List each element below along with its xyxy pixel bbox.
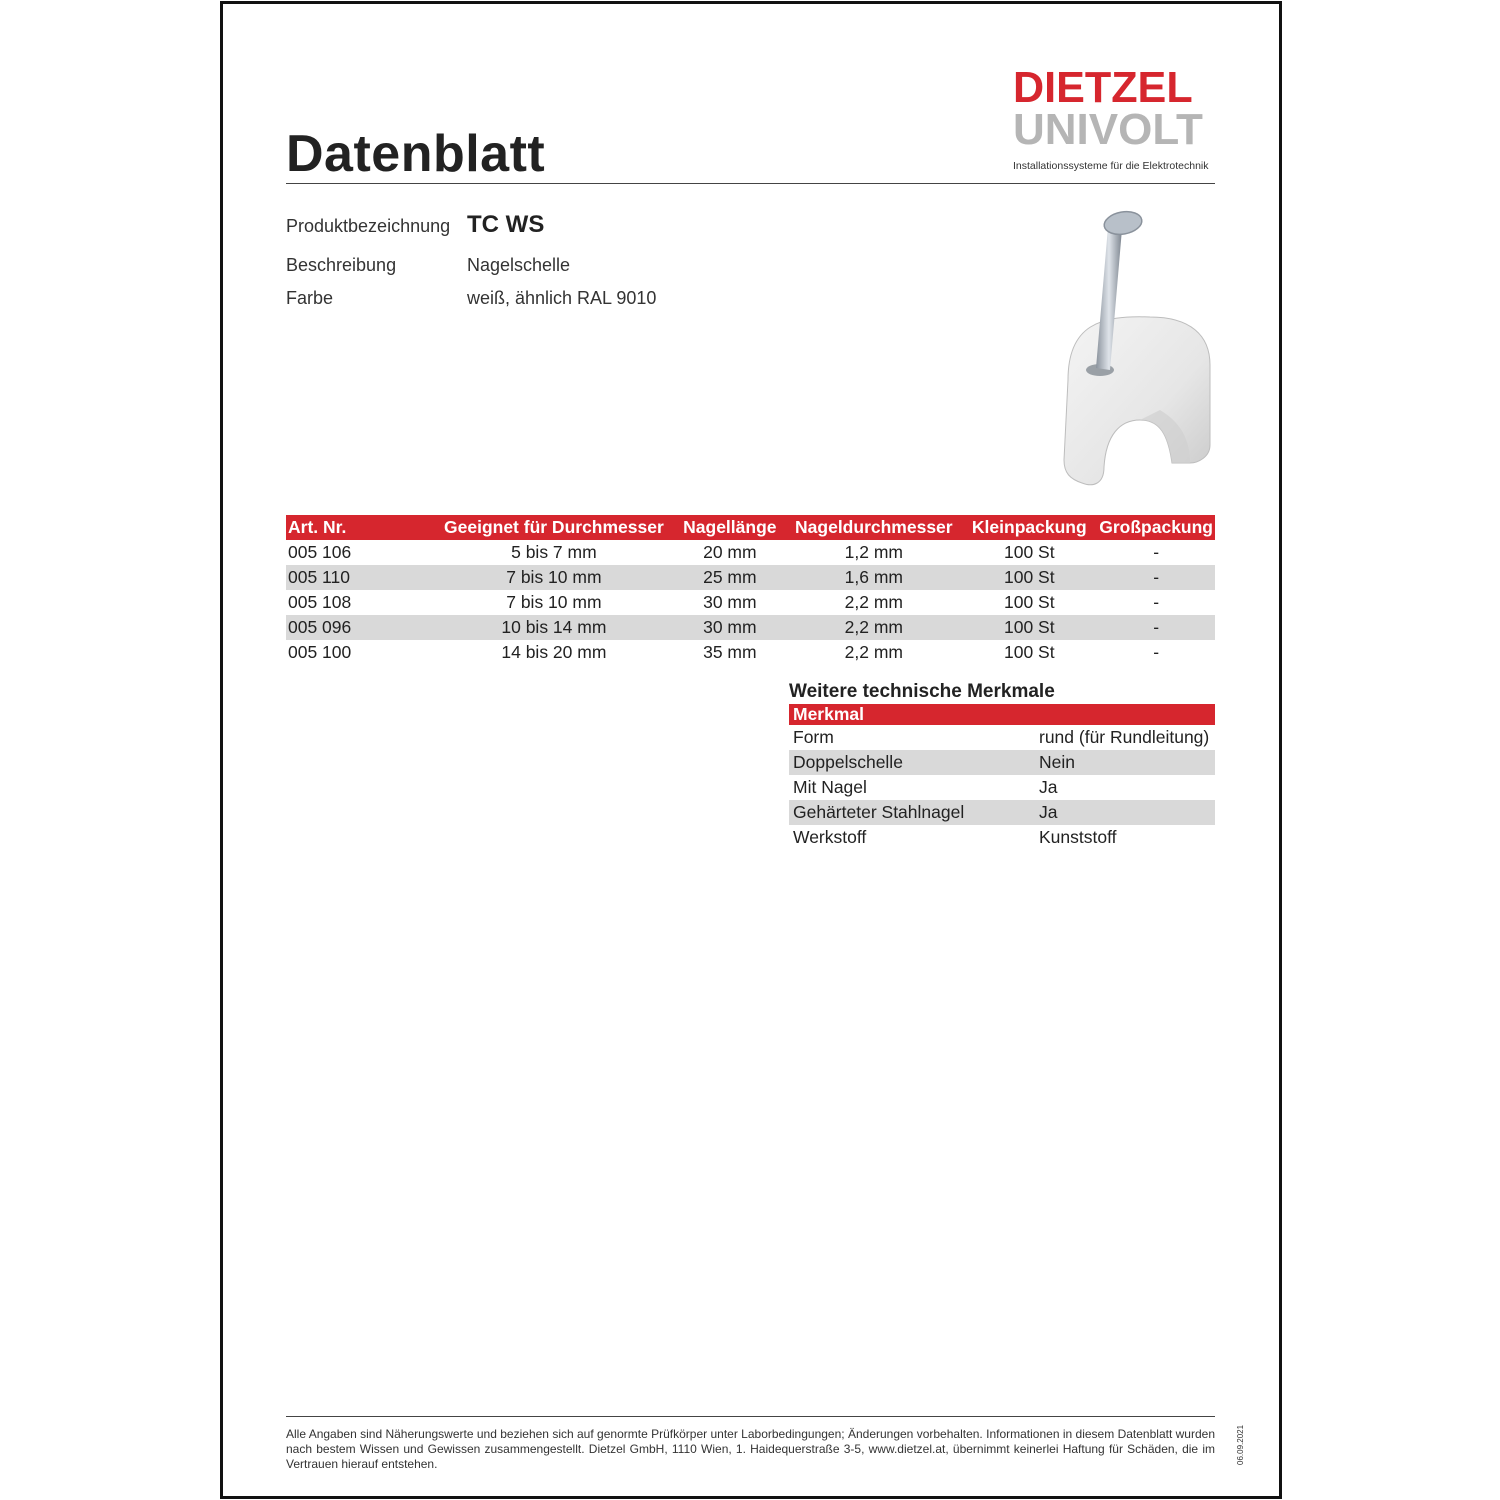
table-row [286, 590, 1215, 615]
col-diameter: Geeignet für Durchmesser [434, 515, 673, 540]
features-table [789, 704, 1215, 850]
col-small-pack: Kleinpackung [961, 515, 1097, 540]
document-date: 06.09.2021 [1236, 1424, 1245, 1465]
table-cell: 005 108 [288, 592, 352, 612]
table-cell: 100 St [1003, 592, 1055, 612]
feature-name: Mit Nagel [793, 777, 867, 797]
feature-value: Kunststoff [1039, 827, 1117, 847]
feature-name: Werkstoff [793, 827, 867, 847]
table-cell: 005 110 [286, 565, 434, 590]
table-row [286, 540, 1215, 565]
table-cell: 005 100 [288, 642, 352, 662]
table-cell: 005 106 [288, 542, 352, 562]
company-logo [1013, 63, 1216, 172]
description-value: Nagelschelle [467, 255, 571, 275]
table-cell: 100 St [961, 565, 1097, 590]
table-row [789, 750, 1215, 775]
feature-name: Form [793, 727, 834, 747]
table-cell: - [1153, 542, 1160, 562]
table-cell: 25 mm [673, 565, 786, 590]
table-cell: - [1097, 565, 1215, 590]
table-row [789, 725, 1215, 750]
table-row [286, 615, 1215, 640]
table-cell: 10 bis 14 mm [434, 615, 673, 640]
col-large-pack: Großpackung [1097, 515, 1215, 540]
table-cell: - [1153, 642, 1160, 662]
table-cell: 20 mm [703, 542, 757, 562]
table-cell: 100 St [1003, 642, 1055, 662]
logo-line1: DIETZEL [1013, 63, 1193, 112]
features-title: Weitere technische Merkmale [789, 681, 1055, 702]
color-value: weiß, ähnlich RAL 9010 [467, 288, 657, 308]
table-row [286, 565, 1215, 590]
logo-line2: UNIVOLT [1013, 105, 1203, 154]
footer-disclaimer: Alle Angaben sind Näherungswerte und beziehen sich auf genormte Prüfkörper unter Laborbedingungen; Änderungen vorbehalten. Informationen in diesem Datenblatt wurden nach bestem Wissen und Gewissen zusammengestellt. Dietzel GmbH, 1110 Wien, 1. Haidequerstraße 3-5, www.dietzel.at, übernimmt keinerlei Haftung für Schäden, die im Vertrauen hierauf entstehen. [286, 1427, 1215, 1471]
table-cell: 35 mm [703, 642, 757, 662]
table-row [286, 640, 1215, 665]
table-cell: 30 mm [673, 615, 786, 640]
table-cell: 14 bis 20 mm [501, 642, 607, 662]
product-name-label: Produktbezeichnung [286, 216, 451, 236]
table-cell: 1,6 mm [786, 565, 961, 590]
table-cell: 2,2 mm [844, 642, 903, 662]
article-table-header [286, 515, 1215, 540]
feature-name: Gehärteter Stahlnagel [789, 800, 1039, 825]
product-name-value: TC WS [467, 211, 545, 238]
table-cell: 7 bis 10 mm [506, 592, 602, 612]
table-cell: - [1097, 615, 1215, 640]
table-row [789, 800, 1215, 825]
table-cell: 2,2 mm [786, 615, 961, 640]
table-cell: 100 St [1003, 542, 1055, 562]
table-cell: 5 bis 7 mm [511, 542, 597, 562]
table-cell: 1,2 mm [844, 542, 903, 562]
article-table [286, 515, 1215, 665]
feature-name: Doppelschelle [789, 750, 1039, 775]
feature-value: rund (für Rundleitung) [1039, 727, 1210, 747]
product-image [1040, 205, 1230, 495]
logo-tagline: Installationssysteme für die Elektrotechnik [1013, 160, 1209, 172]
features-table-header [789, 704, 1215, 725]
col-nail-length: Nagellänge [673, 515, 786, 540]
table-cell: 2,2 mm [844, 592, 903, 612]
table-cell: - [1153, 592, 1160, 612]
table-cell: 005 096 [286, 615, 434, 640]
title-divider [286, 183, 1215, 184]
col-nail-diameter: Nageldurchmesser [786, 515, 961, 540]
col-art-nr: Art. Nr. [286, 515, 434, 540]
feature-value: Ja [1039, 777, 1058, 797]
footer-divider [286, 1416, 1215, 1417]
color-label: Farbe [286, 288, 334, 308]
feature-value: Ja [1039, 800, 1215, 825]
table-cell: 30 mm [703, 592, 757, 612]
feature-value: Nein [1039, 750, 1215, 775]
table-cell: 100 St [961, 615, 1097, 640]
description-label: Beschreibung [286, 255, 397, 275]
page-title: Datenblatt [286, 125, 546, 183]
table-row [789, 775, 1215, 800]
table-cell: 7 bis 10 mm [434, 565, 673, 590]
table-row [789, 825, 1215, 850]
col-feature: Merkmal [789, 704, 1215, 725]
